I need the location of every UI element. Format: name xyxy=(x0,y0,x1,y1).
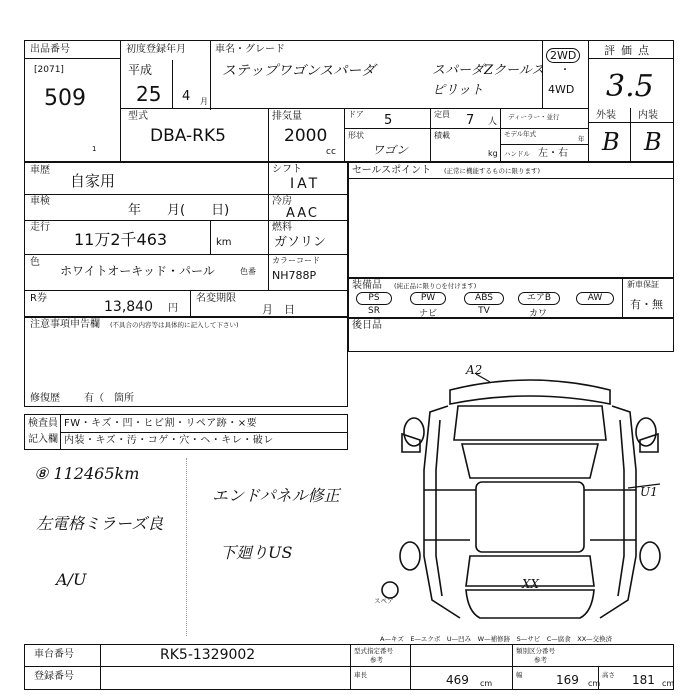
model-year-unit: 年 xyxy=(578,135,585,143)
chassis-value: RK5-1329002 xyxy=(160,647,256,663)
divider xyxy=(24,254,348,255)
inspector-row-1: FW・キズ・凹・ヒビ割・リペア跡・×要 xyxy=(64,418,258,429)
divider xyxy=(512,644,513,690)
divider xyxy=(344,128,588,129)
divider xyxy=(120,40,121,162)
doors-value: 5 xyxy=(384,113,393,128)
divider xyxy=(268,108,269,162)
handwritten-au: A/U xyxy=(56,570,87,589)
length-label: 車長 xyxy=(354,671,367,679)
history-value: 自家用 xyxy=(70,172,116,190)
lot-number: 509 xyxy=(44,86,86,111)
attention-label: 注意事項申告欄 xyxy=(30,319,100,330)
mark-a2: A2 xyxy=(466,363,483,377)
aircon-value: AAC xyxy=(286,206,319,221)
sales-point-note: (正常に機能するものに限ります) xyxy=(444,167,541,175)
divider xyxy=(172,60,173,108)
divider xyxy=(60,432,348,433)
divider xyxy=(542,40,543,108)
equipment-airbag: エアB xyxy=(518,292,560,305)
shift-value: IAT xyxy=(290,176,321,192)
handwritten-mileage: ⑧ 112465km xyxy=(34,464,140,483)
displacement-value: 2000 xyxy=(284,126,328,146)
car-name-label: 車名・グレード xyxy=(215,44,285,55)
color-code-label: カラーコード xyxy=(272,256,320,265)
grade-line-2: ピリット xyxy=(432,83,484,98)
drive-4wd: 4WD xyxy=(548,83,575,96)
warranty-value: 有・無 xyxy=(630,298,663,311)
mileage-value: 11万2千463 xyxy=(74,230,168,249)
length-unit: cm xyxy=(480,679,493,688)
handle-value: 左・右 xyxy=(538,148,568,159)
divider xyxy=(24,666,350,667)
divider xyxy=(268,194,348,195)
dealer-label: ディーラー・並行 xyxy=(508,113,560,121)
repair-value: 有（ xyxy=(84,393,104,404)
equipment-note: (純正品に限り○を付けます) xyxy=(394,282,477,290)
handwritten-end-panel: エンドパネル修正 xyxy=(212,486,340,505)
lot-suffix: 1 xyxy=(92,145,97,153)
handwritten-underbody: 下廻りUS xyxy=(220,543,293,562)
model-label: 型式 xyxy=(128,111,148,122)
model-year-label: モデル年式 xyxy=(504,130,537,138)
equipment-leather: カワ xyxy=(528,309,547,319)
divider xyxy=(100,644,101,690)
aircon-label: 冷房 xyxy=(272,196,292,207)
color-number-label: 色番 xyxy=(240,267,256,276)
shaken-label: 車検 xyxy=(30,196,50,207)
color-code-value: NH788P xyxy=(272,269,317,282)
post-fit-frame xyxy=(348,318,674,352)
mileage-unit: km xyxy=(216,237,232,248)
ext-grade: B xyxy=(602,128,620,156)
drive-dot: ・ xyxy=(560,65,570,76)
color-label: 色 xyxy=(30,257,40,268)
post-fit-label: 後日品 xyxy=(352,320,382,331)
divider xyxy=(500,108,501,162)
mileage-label: 走行 xyxy=(30,222,50,233)
equipment-aw: AW xyxy=(576,292,614,305)
score-value: 3.5 xyxy=(606,69,654,104)
divider xyxy=(190,290,191,317)
int-label: 内装 xyxy=(638,110,658,121)
damage-legend: A—キズ E—エクボ U—凹み W—補修跡 S—サビ C—腐食 XX—交換済 xyxy=(380,635,613,643)
inspector-label-2: 記入欄 xyxy=(28,434,58,445)
type-number-label: 型式指定番号 xyxy=(354,647,393,655)
load-label: 積載 xyxy=(434,131,450,140)
fuel-value: ガソリン xyxy=(274,235,327,250)
length-value: 469 xyxy=(446,673,469,687)
equipment-label: 装備品 xyxy=(352,280,382,291)
chassis-label: 車台番号 xyxy=(34,649,74,660)
repair-label: 修復歴 xyxy=(30,393,60,404)
divider xyxy=(344,108,345,162)
divider xyxy=(268,162,269,290)
divider xyxy=(210,220,211,254)
shape-value: ワゴン xyxy=(372,143,409,157)
divider xyxy=(500,144,588,145)
lot-number-label: 出品番号 xyxy=(30,44,70,55)
recycle-unit: 円 xyxy=(168,303,178,314)
width-label: 幅 xyxy=(516,671,523,679)
handle-label: ハンドル xyxy=(504,150,530,158)
recycle-value: 13,840 xyxy=(104,299,153,315)
registration-label: 登録番号 xyxy=(34,671,74,682)
displacement-label: 排気量 xyxy=(272,111,302,122)
model-value: DBA-RK5 xyxy=(150,126,226,146)
first-registration-label: 初度登録年月 xyxy=(126,44,186,55)
int-grade: B xyxy=(644,128,662,156)
shape-label: 形状 xyxy=(348,131,364,140)
height-label: 高さ xyxy=(602,671,615,679)
width-unit: cm xyxy=(588,679,601,688)
era: 平成 xyxy=(128,63,153,77)
color-value: ホワイトオーキッド・パール xyxy=(60,264,215,278)
divider xyxy=(588,58,674,59)
divider xyxy=(348,178,674,179)
divider xyxy=(24,58,120,59)
recycle-label: R券 xyxy=(30,293,47,304)
divider xyxy=(210,40,211,110)
divider xyxy=(622,278,623,318)
divider xyxy=(186,458,187,636)
registration-year: 25 xyxy=(136,82,162,106)
drive-2wd: 2WD xyxy=(546,48,580,63)
score-label: 評価点 xyxy=(604,44,655,57)
lot-prefix: [2071] xyxy=(34,65,64,75)
attention-frame xyxy=(24,317,348,407)
divider xyxy=(588,122,674,123)
mark-xx: XX xyxy=(522,577,540,591)
fuel-label: 燃料 xyxy=(272,222,292,233)
divider xyxy=(410,644,411,690)
equipment-ps: PS xyxy=(356,292,392,305)
height-unit: cm xyxy=(662,679,675,688)
capacity-unit: 人 xyxy=(488,117,498,127)
divider xyxy=(430,108,431,162)
attention-note: (不具合の内容等は具体的に記入して下さい) xyxy=(110,321,239,329)
registration-month: 4 xyxy=(182,89,191,104)
equipment-tv: TV xyxy=(478,306,490,316)
load-unit: kg xyxy=(488,149,498,158)
handwritten-mirror: 左電格ミラーズ良 xyxy=(36,514,164,533)
month-unit: 月 xyxy=(200,97,208,106)
history-label: 車歴 xyxy=(30,165,50,176)
mark-u1: U1 xyxy=(640,485,658,499)
divider xyxy=(630,108,631,162)
spare-label: スペア xyxy=(374,597,394,605)
category-number-label: 類別区分番号 xyxy=(516,647,555,655)
divider xyxy=(120,108,588,109)
capacity-value: 7 xyxy=(466,113,475,128)
name-change-label: 名変期限 xyxy=(196,293,236,304)
capacity-label: 定員 xyxy=(434,110,450,119)
displacement-unit: cc xyxy=(326,147,336,157)
repair-unit: 箇所 xyxy=(114,393,134,404)
category-number-ref: 参考 xyxy=(534,656,547,664)
doors-label: ドア xyxy=(348,110,364,119)
width-value: 169 xyxy=(556,673,579,687)
ext-label: 外装 xyxy=(596,110,616,121)
equipment-pw: PW xyxy=(410,292,446,305)
inspector-row-2: 内装・キズ・汚・コゲ・穴・ヘ・キレ・破レ xyxy=(64,435,274,446)
sales-point-label: セールスポイント xyxy=(352,165,432,176)
equipment-sr: SR xyxy=(368,306,380,316)
divider xyxy=(598,666,599,690)
warranty-label: 新車保証 xyxy=(627,280,659,289)
name-change-value: 月 日 xyxy=(262,303,295,316)
equipment-navi: ナビ xyxy=(418,309,437,319)
equipment-abs: ABS xyxy=(464,292,504,305)
grade-line-1: スパーダZクールス xyxy=(432,63,545,78)
inspector-label-1: 検査員 xyxy=(28,418,58,429)
divider xyxy=(24,290,348,291)
sales-point-frame xyxy=(348,162,674,278)
type-number-ref: 参考 xyxy=(370,656,383,664)
divider xyxy=(350,666,674,667)
car-name: ステップワゴンスパーダ xyxy=(222,63,376,79)
shaken-value: 年 月( 日) xyxy=(128,203,230,218)
shift-label: シフト xyxy=(272,164,302,175)
divider xyxy=(350,644,351,690)
height-value: 181 xyxy=(632,673,655,687)
